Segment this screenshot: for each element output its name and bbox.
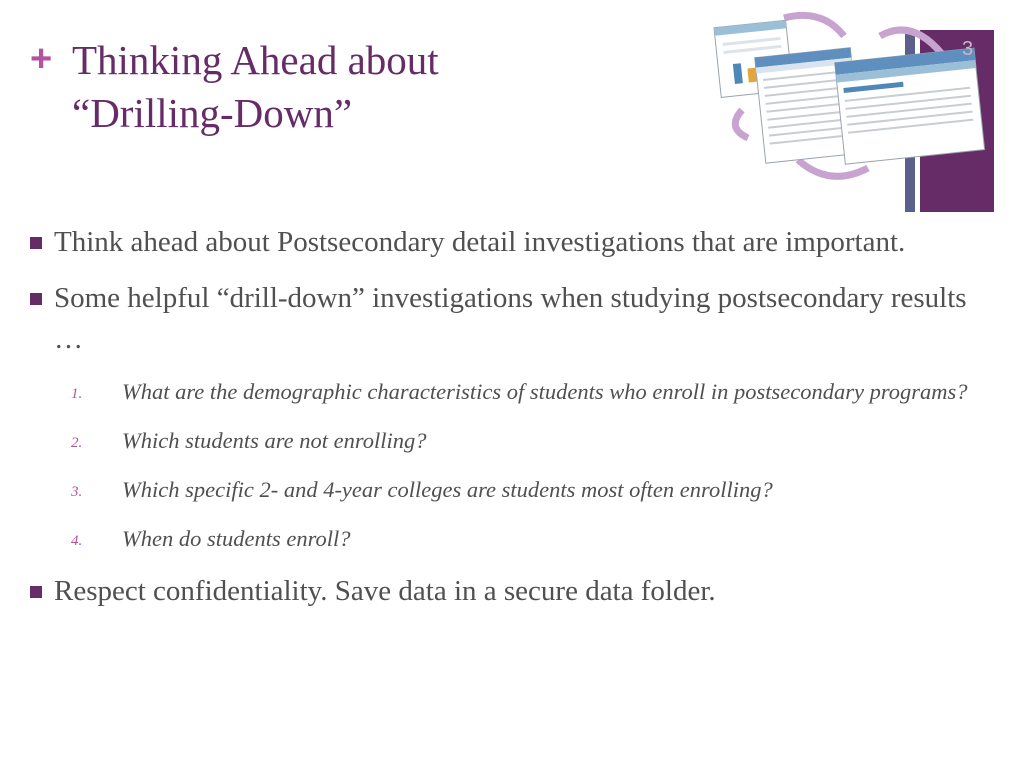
drill-down-screenshots-illustration <box>712 10 994 212</box>
item-number: 3. <box>71 484 83 500</box>
bullet-item <box>30 222 990 263</box>
item-text: Which specific 2- and 4-year colleges are students most often enrolling? <box>122 477 773 502</box>
bullet-text: Respect confidentiality. Save data in a secure data folder. <box>54 575 716 607</box>
numbered-item <box>30 522 990 556</box>
numbered-item <box>30 375 990 409</box>
item-text: When do students enroll? <box>122 526 351 551</box>
bullet-text: Think ahead about Postsecondary detail investigations that are important. <box>54 226 906 258</box>
slide-body <box>30 222 990 627</box>
slide-title <box>72 34 439 140</box>
plus-icon: + <box>30 38 53 80</box>
bullet-item <box>30 278 990 360</box>
item-number: 1. <box>71 386 83 402</box>
bullet-square-icon <box>30 237 42 249</box>
bullet-square-icon <box>30 293 42 305</box>
item-number: 2. <box>71 435 83 451</box>
bullet-square-icon <box>30 586 42 598</box>
bullet-item <box>30 571 990 612</box>
numbered-item <box>30 473 990 507</box>
slide-number: 3 <box>962 38 974 60</box>
title-line-1: Thinking Ahead about <box>72 37 439 83</box>
numbered-item <box>30 424 990 458</box>
title-line-2: “Drilling-Down” <box>72 90 353 136</box>
bullet-text: Some helpful “drill-down” investigations when studying postsecondary results … <box>54 282 967 355</box>
item-text: Which students are not enrolling? <box>122 428 427 453</box>
item-text: What are the demographic characteristics of students who enroll in postsecondary programs? <box>122 379 968 404</box>
item-number: 4. <box>71 533 83 549</box>
